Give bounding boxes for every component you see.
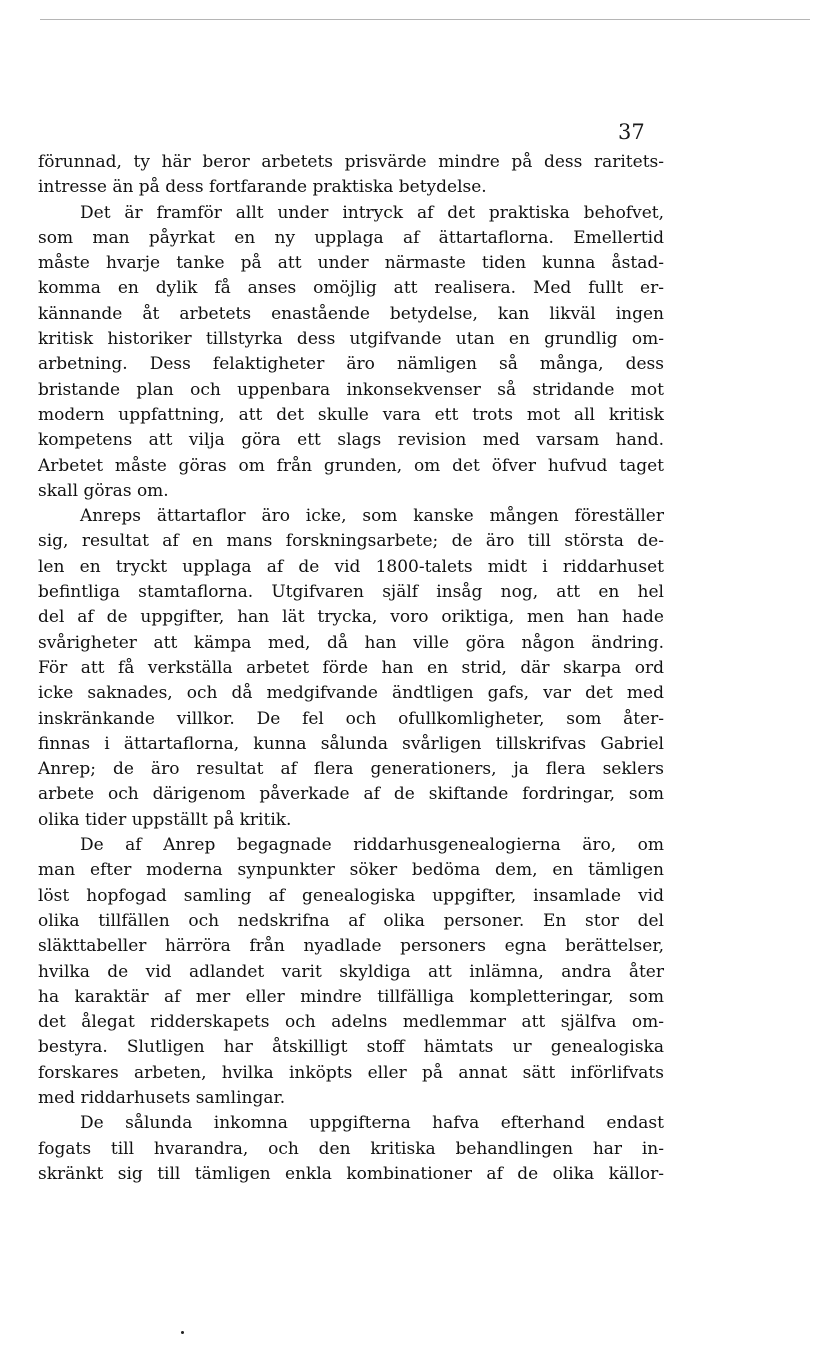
text-line: Anrep; de äro resultat af flera generationers, ja flera seklers [38,759,664,780]
text-line: modern uppfattning, att det skulle vara ett trots mot all kritisk [38,404,664,425]
text-line: ha karaktär af mer eller mindre tillfälliga kompletteringar, som [38,986,664,1007]
print-speck [181,1331,184,1334]
body-text [38,150,664,1187]
text-line: kännande åt arbetets enastående betydelse, kan likväl ingen [38,303,664,324]
text-line: del af de uppgifter, han lät trycka, voro oriktiga, men han hade [38,607,664,628]
text-line: Anreps ättartaflor äro icke, som kanske mången föreställer [80,506,664,527]
text-line: svårigheter att kämpa med, då han ville göra någon ändring. [38,632,664,653]
text-line: Arbetet måste göras om från grunden, om det öfver hufvud taget [38,455,664,476]
text-line: förunnad, ty här beror arbetets prisvärde mindre på dess raritets- [38,152,664,172]
page-number: 37 [618,120,645,144]
text-line: kompetens att vilja göra ett slags revision med varsam hand. [38,430,664,451]
text-line: icke saknades, och då medgifvande ändtligen gafs, var det med [38,683,664,704]
text-line: olika tillfällen och nedskrifna af olika personer. En stor del [38,910,664,931]
text-line: befintliga stamtaflorna. Utgifvaren själf insåg nog, att en hel [38,582,664,603]
text-line: släkttabeller härröra från nyadlade personers egna berättelser, [38,936,664,957]
text-line: De sålunda inkomna uppgifterna hafva efterhand endast [80,1113,664,1134]
text-line: bristande plan och uppenbara inkonsekvenser så stridande mot [38,379,664,400]
text-line: finnas i ättartaflorna, kunna sålunda svårligen tillskrifvas Gabriel [38,733,664,754]
text-line: måste hvarje tanke på att under närmaste tiden kunna åstad- [38,253,664,274]
text-line: arbete och därigenom påverkade af de skiftande fordringar, som [38,784,664,805]
text-line: Det är framför allt under intryck af det praktiska behofvet, [80,202,664,223]
text-line: hvilka de vid adlandet varit skyldiga att inlämna, andra åter [38,961,664,982]
text-line: intresse än på dess fortfarande praktiska betydelse. [38,177,487,198]
text-line: arbetning. Dess felaktigheter äro nämligen så många, dess [38,354,664,375]
text-line: som man påyrkat en ny upplaga af ättartaflorna. Emellertid [38,227,664,248]
top-rule [40,19,810,20]
text-line: För att få verkställa arbetet förde han en strid, där skarpa ord [38,657,664,678]
text-line: kritisk historiker tillstyrka dess utgifvande utan en grundlig om- [38,329,664,350]
text-line: man efter moderna synpunkter söker bedöma dem, en tämligen [38,860,664,881]
text-line: komma en dylik få anses omöjlig att realisera. Med fullt er- [38,278,664,299]
text-line: skränkt sig till tämligen enkla kombinationer af de olika källor- [38,1163,664,1184]
text-line: löst hopfogad samling af genealogiska uppgifter, insamlade vid [38,885,664,906]
text-line: De af Anrep begagnade riddarhusgenealogierna äro, om [80,835,664,856]
text-line: det ålegat ridderskapets och adelns medlemmar att själfva om- [38,1012,664,1033]
text-line: bestyra. Slutligen har åtskilligt stoff hämtats ur genealogiska [38,1037,664,1058]
text-line: inskränkande villkor. De fel och ofullkomligheter, som åter- [38,708,664,729]
text-line: med riddarhusets samlingar. [38,1087,286,1108]
text-line: skall göras om. [38,480,169,501]
text-line: olika tider uppställt på kritik. [38,809,292,830]
text-line: forskares arbeten, hvilka inköpts eller på annat sätt införlifvats [38,1062,664,1083]
text-line: fogats till hvarandra, och den kritiska behandlingen har in- [38,1138,664,1159]
text-line: sig, resultat af en mans forskningsarbete; de äro till största de- [38,531,664,552]
text-line: len en tryckt upplaga af de vid 1800-talets midt i riddarhuset [38,556,664,577]
